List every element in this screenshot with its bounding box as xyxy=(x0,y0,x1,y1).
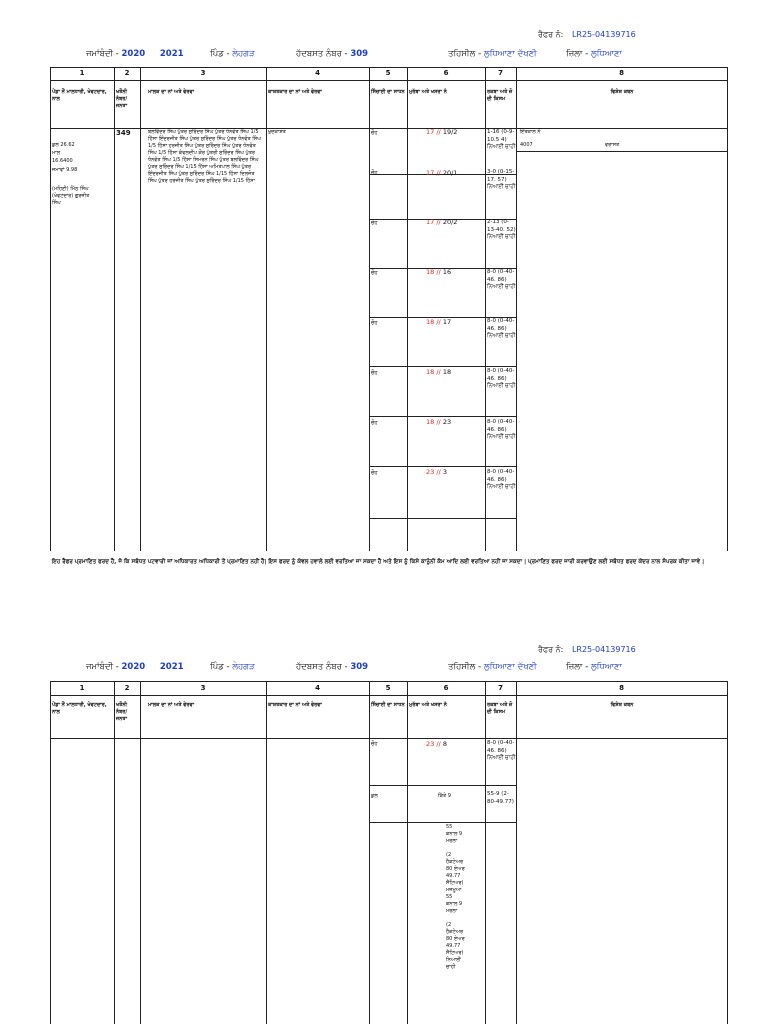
district-label: ਜ਼ਿਲਾ - xyxy=(566,662,589,672)
col-head-5: ਸਿੰਚਾਈ ਦਾ ਸਾਧਨ xyxy=(371,702,405,708)
col-num-4: 4 xyxy=(315,69,320,77)
summary-line: (2 xyxy=(446,922,452,928)
area-type: 1-16 (0-9-10.5 4) ਨਿਆਈਂ ਚਾਹੀ xyxy=(487,129,516,150)
col-head-3: ਮਾਲਕ ਦਾ ਨਾਂ ਅਤੇ ਵੇਰਵਾ xyxy=(148,89,195,95)
hadbast-label: ਹੱਦਬਸਤ ਨੰਬਰ - xyxy=(296,662,348,672)
col-num-4: 4 xyxy=(315,684,320,692)
khatoni-number: 349 xyxy=(116,129,131,137)
tehsil-name: ਲੁਧਿਆਣਾ ਦੱਖਣੀ xyxy=(483,662,537,672)
summary-line: 80 ਏਅਰ xyxy=(446,866,465,872)
col-head-1: ਪੇਂਡਾ ਨੌਂ ਮਾਲਧਾਰੀ, ਖੇਵਟਦਾਰ, ਨਾਲ xyxy=(52,89,107,102)
area-type: 8-0 (0-40-46. 86) ਨਿਆਈਂ ਚਾਹੀ xyxy=(487,740,516,761)
village-name: ਲੇਹਗੜ xyxy=(232,662,255,672)
irrigation-source: ਚੌਹ xyxy=(371,130,378,136)
irrigation-source: ਚੌਹ xyxy=(371,470,378,476)
jamabandi-year xyxy=(86,662,184,672)
col-num-2: 2 xyxy=(124,69,130,77)
tehsil-name: ਲੁਧਿਆਣਾ ਦੱਖਣੀ xyxy=(483,49,537,59)
separator: // xyxy=(436,128,441,136)
summary-line: ਕਨਾਲ 9 xyxy=(446,901,463,907)
reference-label: ਰੈਫਰ ਨੰ: xyxy=(538,645,564,654)
hadbast xyxy=(296,49,368,59)
col-num-8: 8 xyxy=(619,69,624,77)
separator: // xyxy=(436,468,441,476)
col-head-3: ਮਾਲਕ ਦਾ ਨਾਂ ਅਤੇ ਵੇਰਵਾ xyxy=(148,702,195,708)
area-type: 3-0 (0-15-17. 57) ਨਿਆਈਂ ਚਾਹੀ xyxy=(487,169,516,190)
summary-line: ਮਰਲਾ xyxy=(446,908,458,914)
hadbast xyxy=(296,662,368,672)
col-head-7: ਰਕਬਾ ਅਤੇ ਜ਼ੋ ਦੀ ਕਿਸਮ xyxy=(487,89,513,102)
col-num-3: 3 xyxy=(200,684,206,692)
area-summary xyxy=(446,824,482,971)
murabba-number: 18 xyxy=(426,368,435,376)
mutation-number: 4007 xyxy=(520,142,533,148)
irrigation-source: ਚੌਹ xyxy=(371,320,378,326)
murabba-number: 18 xyxy=(426,268,435,276)
murabba-number: 23 xyxy=(426,468,435,476)
khasra-number: 3 xyxy=(442,468,447,476)
col-num-2: 2 xyxy=(124,684,130,692)
col-head-1: ਪੇਂਡਾ ਨੌਂ ਮਾਲਧਾਰੀ, ਖੇਵਟਦਾਰ, ਨਾਲ xyxy=(52,702,107,715)
summary-line: ਹੈਕਟੇਅਰ xyxy=(446,929,464,935)
reference-value: LR25-04139716 xyxy=(571,30,636,39)
district xyxy=(566,662,622,672)
area-type: 2-13 (0-13-40. 52) ਨਿਆਈਂ ਚਾਹੀ xyxy=(487,219,516,240)
jamabandi-label: ਜਮਾਂਬੰਦੀ - xyxy=(86,49,119,59)
col-head-6: ਮੁਰੱਬਾ ਅਤੇ ਖਸਰਾ ਨੰ xyxy=(409,702,447,708)
mutation-type: ਵਰਾਸਤ xyxy=(605,142,620,148)
village-label: ਪਿੰਡ - xyxy=(210,49,230,59)
khasra-number: 19/2 xyxy=(442,128,458,136)
village-name: ਲੇਹਗੜ xyxy=(232,49,255,59)
murabba-number: 17 xyxy=(426,128,435,136)
khasra-number: 23 xyxy=(442,418,452,426)
col-head-5: ਸਿੰਚਾਈ ਦਾ ਸਾਧਨ xyxy=(371,89,405,95)
col-num-7: 7 xyxy=(498,69,503,77)
summary-line: ਸੈਂਟਿਅਰ) xyxy=(446,880,464,886)
area-type: 8-0 (0-40-46. 86) ਨਿਆਈਂ ਚਾਹੀ xyxy=(487,419,516,440)
irrigation-source: ਚੌਹ xyxy=(371,270,378,276)
separator: // xyxy=(436,268,441,276)
summary-line: 55 xyxy=(446,824,453,830)
hadbast-number: 309 xyxy=(350,662,369,672)
summary-line: ਸੈਂਟਿਅਰ) xyxy=(446,950,464,956)
col-head-8: ਵਿਸ਼ੇਸ਼ ਕਥਨ xyxy=(610,702,634,708)
khasra-number: 16 xyxy=(442,268,452,276)
year-to: 2021 xyxy=(159,49,184,59)
separator: // xyxy=(436,368,441,376)
mutation-label: ਇੰਤਕਾਲ ਨੰ xyxy=(520,129,541,135)
col-num-1: 1 xyxy=(79,69,85,77)
col-num-3: 3 xyxy=(200,69,206,77)
col-head-7: ਰਕਬਾ ਅਤੇ ਜ਼ੋ ਦੀ ਕਿਸਮ xyxy=(487,702,513,715)
col-head-6: ਮੁਰੱਬਾ ਅਤੇ ਖਸਰਾ ਨੰ xyxy=(409,89,447,95)
col1-names: (ਮਹਿਣੀ) ਮਿੱਠ ਸਿੰਘ (ਖੇਵਟਦਾਰ) ਗੁਰਜੀਤ ਸਿੰਘ xyxy=(52,186,90,206)
cultivator: ਖੁਦਕਾਸ਼ਤ xyxy=(268,129,286,135)
summary-line: ਚਾਹੀ xyxy=(446,964,456,970)
col-head-2: ਖਤੌਨੀ ਨੰਬਰ/ ਜਨਤਾ xyxy=(116,89,128,109)
village-label: ਪਿੰਡ - xyxy=(210,662,230,672)
separator: // xyxy=(436,169,441,177)
irrigation-source: ਚੌਹ xyxy=(371,420,378,426)
owners-list: ਬਲਵਿੰਦਰ ਸਿੰਘ ਪੁੱਤਰ ਸੁਰਿੰਦਰ ਸਿੰਘ ਪੁੱਤਰ ਧੰਨਵੰਤ ਸਿੰਘ 1/5 ਹਿੱਸਾ ਇੰਦਰਜੀਤ ਸਿੰਘ ਪੁੱਤਰ ਸੁਰਿੰਦਰ ਸਿੰਘ ਪੁੱਤਰ ਧੰਨਵੰਤ ਸਿੰਘ 1/5 ਹਿੱਸਾ ਹਰਜੀਤ ਸਿੰਘ ਪੁੱਤਰ ਸੁਰਿੰਦਰ ਸਿੰਘ ਪੁੱਤਰ ਧੰਨਵੰਤ ਸਿੰਘ 1/5 ਹਿੱਸਾ ਕੰਵਲਦੀਪ ਕੌਰ ਪੁੱਤਰੀ ਸੁਰਿੰਦਰ ਸਿੰਘ ਪੁੱਤਰ ਧੰਨਵੰਤ ਸਿੰਘ 1/5 ਹਿੱਸਾ ਸਿਮਰਨ ਸਿੰਘ ਪੁੱਤਰ ਬਲਵਿੰਦਰ ਸਿੰਘ ਪੁੱਤਰ ਸੁਰਿੰਦਰ ਸਿੰਘ 1/15 ਹਿੱਸਾ ਅਮਿਤਪਾਲ ਸਿੰਘ ਪੁੱਤਰ ਇੰਦਰਜੀਤ ਸਿੰਘ ਪੁੱਤਰ ਸੁਰਿੰਦਰ ਸਿੰਘ 1/15 ਹਿੱਸਾ ਦਿਲਜੋਤ ਸਿੰਘ ਪੁੱਤਰ ਹਰਜੀਤ ਸਿੰਘ ਪੁੱਤਰ ਸੁਰਿੰਦਰ ਸਿੰਘ 1/15 ਹਿੱਸਾ xyxy=(148,129,261,184)
reference-number xyxy=(538,30,636,40)
khasra-number: 20/1 xyxy=(442,169,458,177)
total-label: ਕੁਲ xyxy=(371,793,378,799)
col-num-7: 7 xyxy=(498,684,503,692)
col-num-6: 6 xyxy=(443,69,449,77)
tehsil xyxy=(448,49,537,59)
col-head-2: ਖਤੌਨੀ ਨੰਬਰ/ ਜਨਤਾ xyxy=(116,702,128,722)
col-head-4: ਕਾਸ਼ਤਕਾਰ ਦਾ ਨਾਂ ਅਤੇ ਵੇਰਵਾ xyxy=(268,702,322,708)
murabba-number: 17 xyxy=(426,169,435,177)
summary-line: 49.77 xyxy=(446,943,461,949)
summary-line: 80 ਏਅਰ xyxy=(446,936,465,942)
col1-jamawan: ਜਮਾਵਾਂ 9.98 xyxy=(52,167,78,173)
summary-line: ਹੈਕਟੇਅਰ xyxy=(446,859,464,865)
separator: // xyxy=(436,418,441,426)
year-to: 2021 xyxy=(159,662,184,672)
col1-total: ਕੁਲ 26.62 xyxy=(52,142,75,148)
jamabandi-label: ਜਮਾਂਬੰਦੀ - xyxy=(86,662,119,672)
irrigation-source: ਚੌਹ xyxy=(371,220,378,226)
irrigation-source: ਚੌਹ xyxy=(371,741,378,747)
village xyxy=(210,49,255,59)
col-num-8: 8 xyxy=(619,684,624,692)
col-num-5: 5 xyxy=(385,69,391,77)
col-num-1: 1 xyxy=(79,684,85,692)
area-type: 8-0 (0-40-46. 86) ਨਿਆਈਂ ਚਾਹੀ xyxy=(487,368,516,389)
col1-mal-value: 16.6400 xyxy=(52,158,73,164)
murabba-number: 18 xyxy=(426,418,435,426)
tehsil xyxy=(448,662,537,672)
district-name: ਲੁਧਿਆਣਾ xyxy=(590,49,622,59)
summary-line: ਮਜਮੂਆ xyxy=(446,887,462,893)
summary-line: (2 xyxy=(446,852,452,858)
reference-value: LR25-04139716 xyxy=(571,645,636,654)
khasra-number: 8 xyxy=(442,740,447,748)
col-num-6: 6 xyxy=(443,684,449,692)
area-type: 8-0 (0-40-46. 86) ਨਿਆਈਂ ਚਾਹੀ xyxy=(487,469,516,490)
area-type: 8-0 (0-40-46. 86) ਨਿਆਈਂ ਚਾਹੀ xyxy=(487,269,516,290)
col-head-4: ਕਾਸ਼ਤਕਾਰ ਦਾ ਨਾਂ ਅਤੇ ਵੇਰਵਾ xyxy=(268,89,322,95)
murabba-number: 23 xyxy=(426,740,435,748)
year-from: 2020 xyxy=(121,49,146,59)
khasra-number: 18 xyxy=(442,368,452,376)
summary-line: 49.77 xyxy=(446,873,461,879)
area-type: 8-0 (0-40-46. 86) ਨਿਆਈਂ ਚਾਹੀ xyxy=(487,318,516,339)
col-head-8: ਵਿਸ਼ੇਸ਼ ਕਥਨ xyxy=(610,89,634,95)
year-from: 2020 xyxy=(121,662,146,672)
hadbast-number: 309 xyxy=(350,49,369,59)
summary-line: ਨਿਆਈਂ xyxy=(446,957,461,963)
tehsil-label: ਤਹਿਸੀਲ - xyxy=(448,662,482,672)
jamabandi-year xyxy=(86,49,184,59)
summary-line: 55 xyxy=(446,894,453,900)
col-num-5: 5 xyxy=(385,684,391,692)
reference-label: ਰੈਫਰ ਨੰ: xyxy=(538,30,564,39)
col1-mal: ਮਾਲ xyxy=(52,150,61,156)
separator: // xyxy=(436,740,441,748)
summary-line: ਮਰਲਾ xyxy=(446,838,458,844)
murabba-number: 18 xyxy=(426,318,435,326)
irrigation-source: ਚੌਹ xyxy=(371,370,378,376)
total-khasra-count: ਕਿੱਤੇ 9 xyxy=(438,793,451,799)
district-name: ਲੁਧਿਆਣਾ xyxy=(590,662,622,672)
separator: // xyxy=(436,318,441,326)
khasra-number: 20/2 xyxy=(442,218,458,226)
reference-number xyxy=(538,645,636,655)
village xyxy=(210,662,255,672)
district xyxy=(566,49,622,59)
khasra-number: 17 xyxy=(442,318,452,326)
hadbast-label: ਹੱਦਬਸਤ ਨੰਬਰ - xyxy=(296,49,348,59)
separator: // xyxy=(436,218,441,226)
irrigation-source: ਚੌਹ xyxy=(371,170,378,176)
summary-line: ਕਨਾਲ 9 xyxy=(446,831,463,837)
total-area: 55-9 (2-80-49.77) xyxy=(487,791,514,805)
murabba-number: 17 xyxy=(426,218,435,226)
district-label: ਜ਼ਿਲਾ - xyxy=(566,49,589,59)
disclaimer-note: ਇਹ ਰੈਫਰ ਪ੍ਰਮਾਣਿਤ ਫਰਦ ਹੈ, ਜੋ ਕਿ ਸਬੰਧਤ ਪਟਵਾਰੀ ਜਾਂ ਅਧਿਕਾਰਤ ਅਧਿਕਾਰੀ ਤੋਂ ਪ੍ਰਮਾਣਿਤ ਨਹੀਂ ਹੈ| ਇਸ ਫਰਦ ਨੂੰ ਕੇਵਲ ਹਵਾਲੇ ਲਈ ਵਰਤਿਆ ਜਾ ਸਕਦਾ ਹੈ ਅਤੇ ਇਸ ਨੂੰ ਕਿਸੇ ਕਾਨੂੰਨੀ ਕੰਮ ਆਦਿ ਲਈ ਵਰਤਿਆ ਨਹੀਂ ਜਾ ਸਕਦਾ | ਪ੍ਰਮਾਣਿਤ ਫਰਦ ਜਾਰੀ ਕਰਵਾਉਣ ਲਈ ਸਬੰਧਤ ਫਰਦ ਕੇਂਦਰ ਨਾਲ ਸੰਪਰਕ ਕੀਤਾ ਜਾਵੇ | xyxy=(52,559,705,565)
tehsil-label: ਤਹਿਸੀਲ - xyxy=(448,49,482,59)
